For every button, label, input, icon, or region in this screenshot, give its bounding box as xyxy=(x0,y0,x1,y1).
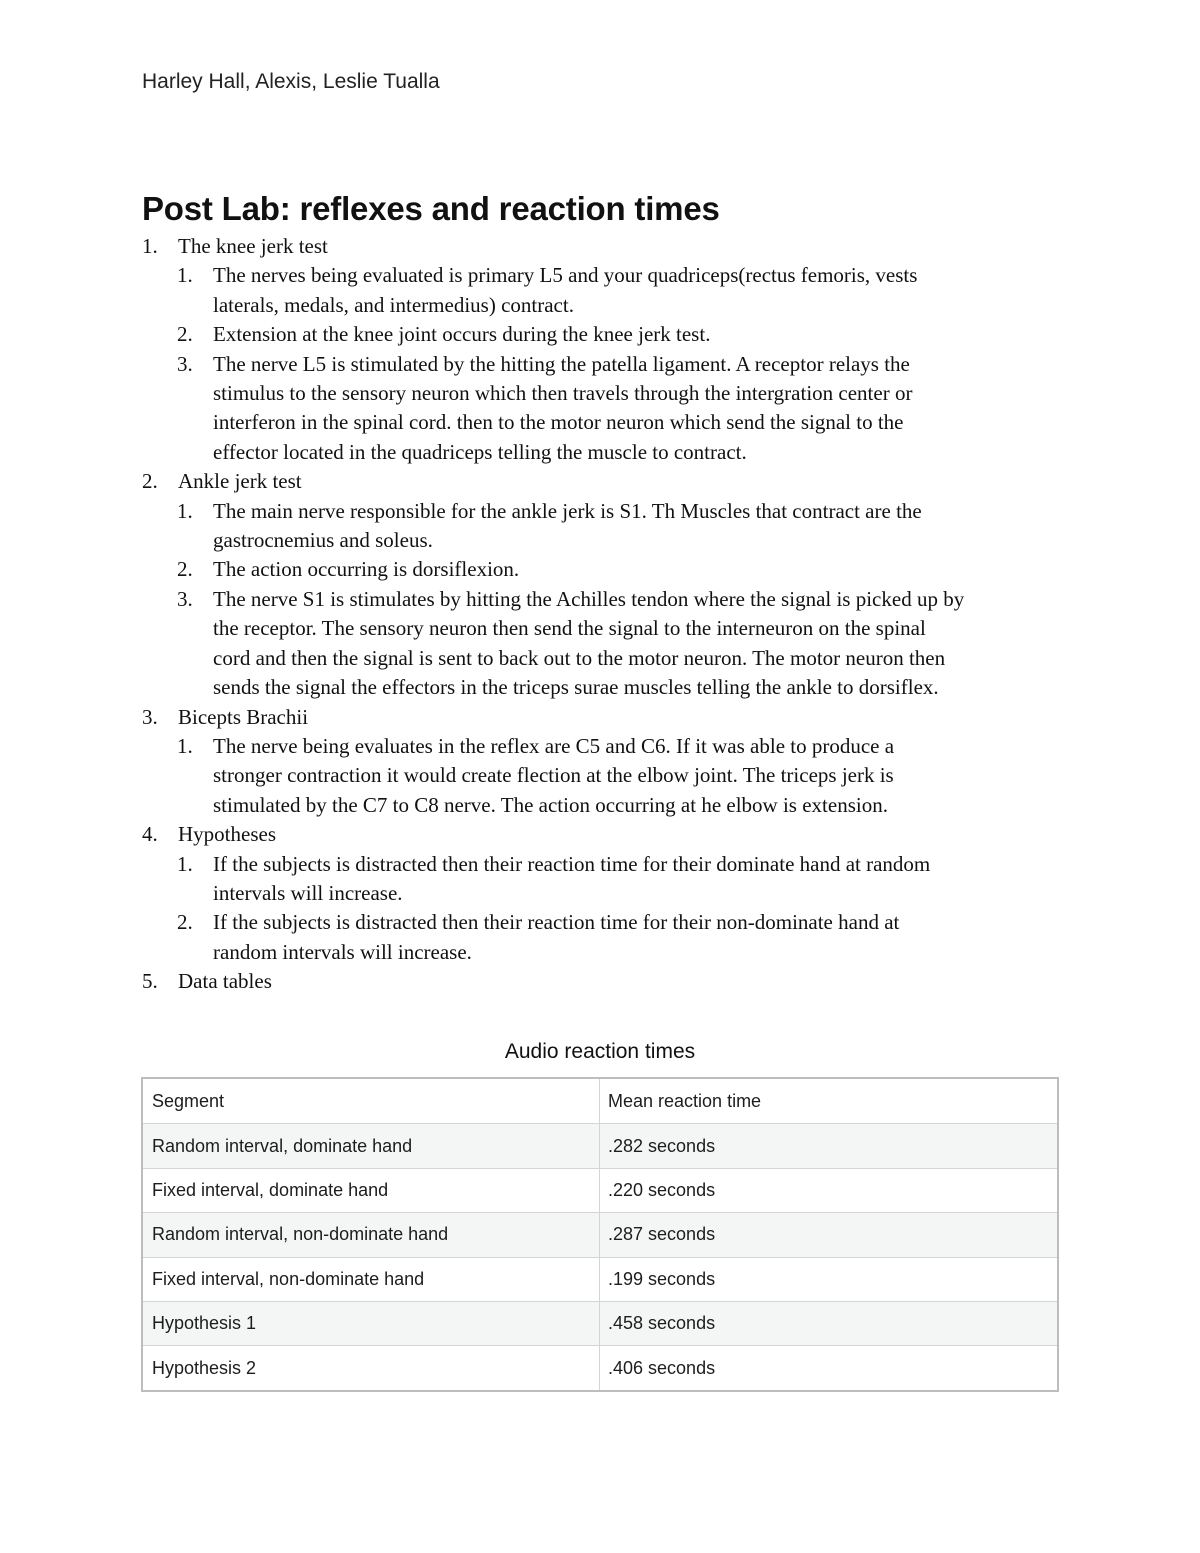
item-line: stimulated by the C7 to C8 nerve. The action occurring at he elbow is extension. xyxy=(213,792,888,817)
table-row xyxy=(143,1123,1057,1167)
item-number: 1. xyxy=(177,263,193,288)
outline-item xyxy=(142,908,1072,967)
item-number: 3. xyxy=(177,586,193,611)
segment-cell: Hypothesis 1 xyxy=(143,1302,600,1345)
outline-item xyxy=(142,850,1072,909)
table-row xyxy=(143,1345,1057,1389)
outline-item xyxy=(142,732,1072,820)
section-number: 2. xyxy=(142,469,158,494)
item-line: The nerve being evaluates in the reflex are C5 and C6. If it was able to produce a xyxy=(213,733,895,758)
section-heading: Hypotheses xyxy=(178,822,276,847)
item-line: The nerve S1 is stimulates by hitting the Achilles tendon where the signal is picked up by xyxy=(213,586,965,611)
segment-cell: Random interval, dominate hand xyxy=(143,1124,600,1167)
item-line: The main nerve responsible for the ankle jerk is S1. Th Muscles that contract are the xyxy=(213,498,922,523)
outline-item xyxy=(142,320,1072,349)
time-cell: .458 seconds xyxy=(608,1313,716,1334)
table-row xyxy=(143,1212,1057,1256)
item-line: The nerve L5 is stimulated by the hitting the patella ligament. A receptor relays the xyxy=(213,351,910,376)
outline-item xyxy=(142,261,1072,320)
time-cell: .220 seconds xyxy=(608,1179,716,1200)
time-cell: .287 seconds xyxy=(608,1224,716,1245)
outline-item xyxy=(142,350,1072,468)
item-line: Extension at the knee joint occurs during the knee jerk test. xyxy=(213,322,711,347)
section-heading: Bicepts Brachii xyxy=(178,704,309,729)
item-line: If the subjects is distracted then their reaction time for their dominate hand at random xyxy=(213,851,931,876)
header-segment: Segment xyxy=(143,1079,600,1123)
item-line: If the subjects is distracted then their reaction time for their non-dominate hand at xyxy=(213,910,900,935)
time-cell: .406 seconds xyxy=(608,1357,716,1378)
item-line: laterals, medals, and intermedius) contract. xyxy=(213,292,574,317)
item-line: cord and then the signal is sent to back out to the motor neuron. The motor neuron then xyxy=(213,645,946,670)
item-number: 1. xyxy=(177,851,193,876)
item-line: interferon in the spinal cord. then to the motor neuron which send the signal to the xyxy=(213,410,904,435)
author-line: Harley Hall, Alexis, Leslie Tualla xyxy=(142,70,440,93)
time-cell: .199 seconds xyxy=(608,1268,716,1289)
item-line: random intervals will increase. xyxy=(213,939,472,964)
table-row xyxy=(143,1168,1057,1212)
table-row xyxy=(143,1257,1057,1301)
header-mean-reaction-time: Mean reaction time xyxy=(608,1090,762,1111)
item-line: the receptor. The sensory neuron then send the signal to the interneuron on the spinal xyxy=(213,616,926,641)
item-number: 2. xyxy=(177,910,193,935)
item-number: 1. xyxy=(177,733,193,758)
table-row xyxy=(143,1301,1057,1345)
outline-section xyxy=(142,467,1072,496)
segment-cell: Fixed interval, dominate hand xyxy=(143,1169,600,1212)
section-heading: Data tables xyxy=(178,969,272,994)
segment-cell: Hypothesis 2 xyxy=(143,1346,600,1389)
outline-section xyxy=(142,232,1072,261)
table-header-row xyxy=(143,1079,1057,1123)
outline-item xyxy=(142,555,1072,584)
outline-section xyxy=(142,820,1072,849)
section-number: 4. xyxy=(142,822,158,847)
section-heading: The knee jerk test xyxy=(178,234,328,258)
item-line: effector located in the quadriceps telling the muscle to contract. xyxy=(213,439,747,464)
item-number: 1. xyxy=(177,498,193,523)
table-caption: Audio reaction times xyxy=(504,1040,696,1063)
section-number: 5. xyxy=(142,969,158,994)
item-line: gastrocnemius and soleus. xyxy=(213,528,433,553)
item-number: 2. xyxy=(177,322,193,347)
section-number: 3. xyxy=(142,704,158,729)
item-line: The action occurring is dorsiflexion. xyxy=(213,557,520,582)
item-line: sends the signal the effectors in the triceps surae muscles telling the ankle to dorsiflex. xyxy=(213,675,939,700)
item-number: 2. xyxy=(177,557,193,582)
numbered-outline xyxy=(142,232,1072,997)
section-heading: Ankle jerk test xyxy=(178,469,302,494)
section-number: 1. xyxy=(142,234,158,258)
item-line: stimulus to the sensory neuron which then travels through the intergration center or xyxy=(213,381,913,406)
outline-item xyxy=(142,585,1072,703)
segment-cell: Random interval, non-dominate hand xyxy=(143,1213,600,1256)
time-cell: .282 seconds xyxy=(608,1135,716,1156)
item-line: The nerves being evaluated is primary L5 and your quadriceps(rectus femoris, vests xyxy=(213,263,918,288)
item-line: intervals will increase. xyxy=(213,880,403,905)
outline-section xyxy=(142,703,1072,732)
item-number: 3. xyxy=(177,351,193,376)
segment-cell: Fixed interval, non-dominate hand xyxy=(143,1258,600,1301)
outline-section xyxy=(142,967,1072,996)
page-title: Post Lab: reflexes and reaction times xyxy=(142,190,720,227)
audio-reaction-table xyxy=(141,1077,1059,1392)
outline-item xyxy=(142,497,1072,556)
item-line: stronger contraction it would create flection at the elbow joint. The triceps jerk is xyxy=(213,763,894,788)
